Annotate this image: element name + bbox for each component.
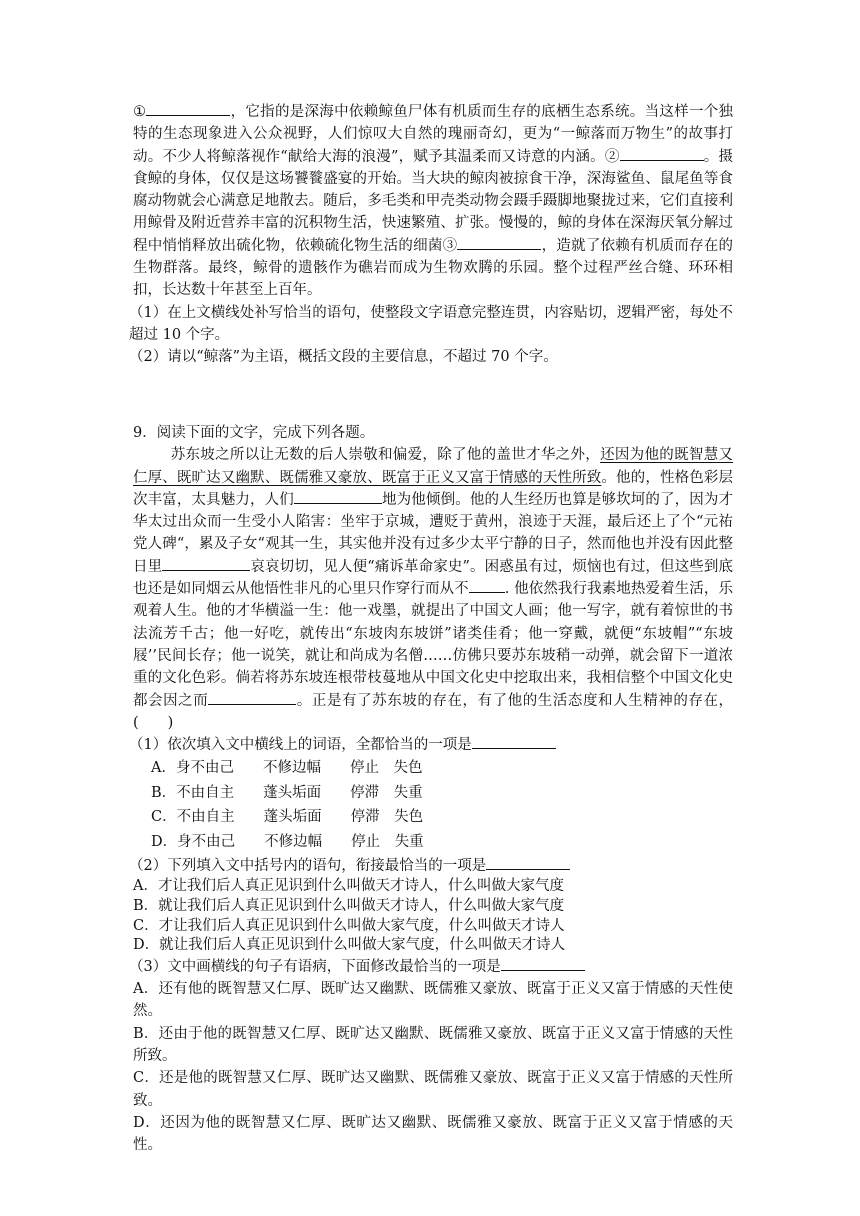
option-9-1-a: A．身不由己 不修边幅 停止 失色: [151, 759, 423, 776]
answer-blank-9-3: [501, 956, 585, 971]
question-8-1: （1）在上文横线处补写恰当的语句，使整段文字语意完整连贯，内容贴切，逻辑严密，每处不超过 10 个字。: [129, 304, 733, 343]
paragraph-end: 。正是有了苏东坡的存在，有了他的生活态度和人生精神的存在，( ): [133, 692, 734, 731]
question-9-1-stem: [129, 734, 733, 756]
paragraph-text-a: ，它指的是深海中依赖鲸鱼尸体有机质而生存的底栖生态系统。当这样一个独特的生态现象进入公众视野，人们惊叹大自然的瑰丽奇幻，更为“一鲸落而万物生”的故事打动。不少人将鲸落视作“献给大海的浪漫”，赋予其温柔而又诗意的内涵。②: [133, 104, 734, 165]
su-dongpo-paragraph: [133, 444, 733, 734]
question-8-2: （2）请以“鲸落”为主语，概括文段的主要信息，不超过 70 个字。: [129, 349, 558, 366]
paragraph-start: 苏东坡之所以让无数的后人崇敬和偏爱，除了他的盖世才华之外，: [170, 447, 601, 464]
whale-fall-section: [129, 101, 734, 369]
paragraph-text-c: ，造就了依赖有机质而存在的生物群落。最终，鲸骨的遗骸作为礁岩而成为生物欢腾的乐园。整个过程严丝合缝、环环相扣，长达数十年甚至上百年。: [133, 237, 733, 299]
blank-marker-1: ①: [133, 104, 147, 120]
question-9-1: [129, 734, 733, 855]
word-blank-1: [294, 489, 382, 504]
option-9-3-c: C．还是他的既智慧又仁厚、既旷达又幽默、既儒雅又豪放、既富于正义又富于情感的天性所致。: [133, 1070, 733, 1109]
question-9-2-stem: [129, 855, 733, 877]
question-9-3: [129, 956, 733, 1156]
word-blank-4: [208, 690, 296, 705]
underlined-sentence: 还因为他的既智慧又仁厚、既旷达又幽默、既儒雅又豪放、既富于正义又富于情感的天性所致: [133, 447, 734, 486]
answer-blank-9-2: [486, 855, 570, 870]
question-9-2-stem-text: （2）下列填入文中括号内的语句，衔接最恰当的一项是: [129, 858, 487, 875]
question-9-3-stem-text: （3）文中画横线的句子有语病，下面修改最恰当的一项是: [129, 959, 501, 976]
paragraph-text-b: 。摄食鲸的身体，仅仅是这场饕餮盛宴的开始。当大块的鲸肉被掠食干净，深海鲨鱼、鼠尾鱼等食腐动物就会心满意足地散去。随后，多毛类和甲壳类动物会蹑手蹑脚地聚拢过来，它们直接利用鲸骨及附近营养丰富的沉积物生活，快速繁殖、扩张。慢慢的，鲸的身体在深海厌氧分解过程中悄悄释放出硫化物，依赖硫化物生活的细菌③: [133, 148, 734, 254]
option-9-1-b: B．不由自主 蓬头垢面 停滞 失重: [151, 784, 423, 801]
option-9-2-b: B．就让我们后人真正见识到什么叫做天才诗人，什么叫做大家气度: [133, 897, 565, 914]
answer-blank-1: [146, 101, 230, 116]
paragraph-text-4: . 他依然我行我素地热爱着生活，乐观着人生。他的才华横溢一生：他一戏墨，就提出了中国文人画；他一写字，就有着惊世的书 法流芳千古；他一好吃，就传出“东坡肉东坡饼”诸类佳肴；他一穿戴，就便“东坡帽”“东坡屐’’民间长存；他一说笑，就让和尚成为名僧……仿佛只要苏东坡稍一动弹，就会留下一道浓重的文化色彩。倘若将苏东坡连根带枝蔓地从中国文化史中挖取出来，我相信整个中国文化史都会因之而: [133, 581, 734, 709]
answer-blank-9-1: [472, 734, 556, 749]
paragraph-text-3: 哀哀切切，见人便“痛诉革命家史”。困惑虽有过，烦恼也有过，但这些到底也还是如同烟云从他悟性非凡的心里只作穿行而从不: [133, 558, 733, 598]
question-9-1-stem-text: （1）依次填入文中横线上的词语，全都恰当的一项是: [129, 737, 472, 754]
option-9-3-b: B．还由于他的既智慧又仁厚、既旷达又幽默、既儒雅又豪放、既富于正义又富于情感的天性所致。: [133, 1025, 733, 1064]
question-9-heading: 9．阅读下面的文字，完成下列各题。: [133, 425, 375, 441]
answer-blank-2: [620, 146, 704, 161]
paragraph-text-1: 。他的，性格色彩层次丰富，太具魅力，人们: [133, 469, 734, 508]
question-9-3-stem: [129, 956, 733, 978]
option-9-2-c: C．才让我们后人真正见识到什么叫做大家气度，什么叫做天才诗人: [133, 917, 565, 934]
paragraph-text-2: 地为他倾倒。他的人生经历也算是够坎坷的了，因为才华太过出众而一生受小人陷害：坐牢于京城，遭贬于黄州，浪迹于天涯，最后还上了个“元祐党人碑“，累及子女“观其一生，其实他并没有过多少太平宁静的日子，然而他也并没有因此整日里: [133, 491, 734, 575]
question-9-2: [129, 855, 733, 956]
whale-fall-paragraph: [133, 101, 733, 302]
option-9-1-d: D．身不由己 不修边幅 停止 失重: [151, 834, 424, 851]
option-9-3-d: D．还因为他的既智慧又仁厚、既旷达又幽默、既儒雅又豪放、既富于正义又富于情感的天性。: [133, 1114, 733, 1154]
option-9-1-c: C．不由自主 蓬头垢面 停滞 失色: [151, 809, 424, 826]
su-dongpo-section: [129, 422, 734, 1156]
option-9-2-d: D．就让我们后人真正见识到什么叫做大家气度，什么叫做天才诗人: [133, 937, 566, 954]
word-blank-3: [469, 578, 505, 593]
word-blank-2: [162, 556, 250, 571]
answer-blank-3: [457, 235, 541, 250]
option-9-3-a: A．还有他的既智慧又仁厚、既旷达又幽默、既儒雅又豪放、既富于正义又富于情感的天性使然。: [133, 981, 733, 1020]
option-9-2-a: A．才让我们后人真正见识到什么叫做天才诗人，什么叫做大家气度: [133, 877, 564, 894]
